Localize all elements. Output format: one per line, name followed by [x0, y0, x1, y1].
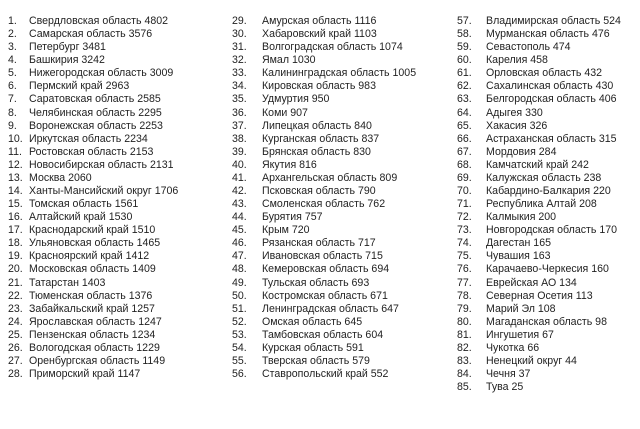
list-item: [232, 54, 454, 67]
list-item-text: Карачаево-Черкесия 160: [486, 263, 609, 276]
list-item-number: 77.: [457, 276, 472, 289]
list-item: [457, 159, 637, 172]
list-item: [8, 277, 228, 290]
list-item: [8, 198, 228, 211]
list-item: [8, 185, 228, 198]
list-item: [457, 250, 637, 263]
list-item-text: Карелия 458: [486, 54, 548, 67]
list-item: [457, 211, 637, 224]
list-item-text: Бурятия 757: [262, 211, 323, 224]
list-item-text: Ярославская область 1247: [29, 315, 162, 328]
list-item: [8, 15, 228, 28]
list-item: [457, 368, 637, 381]
list-item-number: 3.: [8, 41, 17, 54]
list-item-number: 21.: [8, 276, 23, 289]
list-item-number: 8.: [8, 106, 17, 119]
list-item-text: Саратовская область 2585: [29, 93, 161, 106]
list-item-text: Белгородская область 406: [486, 93, 617, 106]
list-item: [457, 54, 637, 67]
list-item-text: Псковская область 790: [262, 185, 376, 198]
list-item-text: Свердловская область 4802: [29, 15, 169, 27]
list-item-number: 12.: [8, 158, 23, 171]
list-item-number: 28.: [8, 368, 23, 381]
list-item: [8, 211, 228, 224]
list-item-number: 68.: [457, 158, 472, 171]
list-item-text: Нижегородская область 3009: [29, 67, 174, 80]
list-item: [232, 41, 454, 54]
list-item: [8, 120, 228, 133]
list-item-text: Марий Эл 108: [486, 302, 556, 315]
list-item: [457, 185, 637, 198]
list-item-number: 27.: [8, 355, 23, 368]
list-item-text: Красноярский край 1412: [29, 250, 150, 263]
list-item: [457, 120, 637, 133]
list-item-number: 7.: [8, 93, 17, 106]
list-item-text: Архангельская область 809: [262, 171, 398, 184]
list-item-text: Чувашия 163: [486, 250, 551, 263]
list-item-text: Хабаровский край 1103: [262, 28, 377, 41]
list-item-text: Камчатский край 242: [486, 158, 589, 171]
list-column-3: [457, 15, 637, 394]
list-item-number: 80.: [457, 315, 472, 328]
list-item: [457, 303, 637, 316]
list-item-number: 51.: [232, 302, 247, 315]
list-item: [232, 277, 454, 290]
list-item: [8, 342, 228, 355]
list-item: [232, 290, 454, 303]
list-item-number: 85.: [457, 381, 472, 394]
list-item-number: 58.: [457, 28, 472, 41]
list-item-number: 61.: [457, 67, 472, 80]
list-item-number: 22.: [8, 289, 23, 302]
list-item: [457, 93, 637, 106]
list-item-number: 42.: [232, 185, 247, 198]
list-item-number: 76.: [457, 263, 472, 276]
list-item-text: Алтайский край 1530: [29, 211, 133, 224]
list-item: [457, 342, 637, 355]
list-item-text: Забайкальский край 1257: [29, 302, 155, 315]
list-item-text: Ленинградская область 647: [262, 302, 399, 315]
list-item: [457, 316, 637, 329]
list-item: [8, 303, 228, 316]
list-item: [8, 41, 228, 54]
list-item-number: 63.: [457, 93, 472, 106]
list-item-number: 65.: [457, 119, 472, 132]
list-item: [457, 277, 637, 290]
list-item: [232, 107, 454, 120]
list-item: [8, 93, 228, 106]
list-item-number: 70.: [457, 185, 472, 198]
list-item-number: 34.: [232, 80, 247, 93]
list-item-text: Якутия 816: [262, 158, 317, 171]
list-item-text: Еврейская АО 134: [486, 276, 577, 289]
list-item: [8, 133, 228, 146]
list-item-text: Дагестан 165: [486, 237, 551, 250]
list-item: [457, 41, 637, 54]
list-item-text: Кемеровская область 694: [262, 263, 390, 276]
list-item-text: Севастополь 474: [486, 41, 571, 54]
list-item: [8, 107, 228, 120]
list-item-text: Рязанская область 717: [262, 237, 376, 250]
list-item-number: 35.: [232, 93, 247, 106]
list-item: [8, 355, 228, 368]
list-item: [232, 368, 454, 381]
list-item-number: 73.: [457, 224, 472, 237]
list-item-number: 37.: [232, 119, 247, 132]
list-item-number: 78.: [457, 289, 472, 302]
list-item-number: 5.: [8, 67, 17, 80]
list-item: [232, 159, 454, 172]
list-item-number: 82.: [457, 341, 472, 354]
list-item-number: 32.: [232, 54, 247, 67]
list-item-text: Московская область 1409: [29, 263, 156, 276]
list-item: [232, 329, 454, 342]
list-item-text: Хакасия 326: [486, 119, 548, 132]
list-item: [8, 54, 228, 67]
list-item: [457, 107, 637, 120]
list-item-text: Тюменская область 1376: [29, 289, 153, 302]
list-item-text: Тува 25: [486, 381, 524, 394]
list-item: [8, 368, 228, 381]
list-item-number: 11.: [8, 145, 22, 158]
list-item-number: 13.: [8, 171, 23, 184]
list-item-number: 47.: [232, 250, 247, 263]
list-item-text: Ивановская область 715: [262, 250, 383, 263]
list-item-text: Калмыкия 200: [486, 211, 557, 224]
list-item-number: 29.: [232, 15, 247, 27]
list-item-number: 40.: [232, 158, 247, 171]
list-item-text: Иркутская область 2234: [29, 132, 148, 145]
list-item: [457, 290, 637, 303]
list-item-number: 60.: [457, 54, 472, 67]
list-item-text: Липецкая область 840: [262, 119, 372, 132]
list-item-number: 59.: [457, 41, 472, 54]
list-item-number: 56.: [232, 368, 247, 381]
list-item: [8, 146, 228, 159]
list-item-number: 33.: [232, 67, 247, 80]
list-item-text: Ростовская область 2153: [29, 145, 154, 158]
list-item-text: Смоленская область 762: [262, 198, 386, 211]
list-item-number: 48.: [232, 263, 247, 276]
list-item: [457, 80, 637, 93]
list-item-text: Сахалинская область 430: [486, 80, 614, 93]
list-item-number: 18.: [8, 237, 23, 250]
list-item-text: Новгородская область 170: [486, 224, 618, 237]
list-item-text: Челябинская область 2295: [29, 106, 162, 119]
list-item-text: Крым 720: [262, 224, 310, 237]
list-item-text: Краснодарский край 1510: [29, 224, 156, 237]
list-item-number: 66.: [457, 132, 472, 145]
list-item-number: 45.: [232, 224, 247, 237]
list-item-number: 72.: [457, 211, 472, 224]
list-item-text: Ханты-Мансийский округ 1706: [29, 185, 179, 198]
list-item: [457, 224, 637, 237]
list-item-text: Оренбургская область 1149: [29, 355, 166, 368]
list-item-text: Ямал 1030: [262, 54, 316, 67]
list-item: [232, 342, 454, 355]
list-item-number: 16.: [8, 211, 23, 224]
list-item: [232, 172, 454, 185]
list-item-text: Адыгея 330: [486, 106, 543, 119]
list-item-text: Ненецкий округ 44: [486, 355, 577, 368]
list-item-number: 74.: [457, 237, 472, 250]
list-item: [232, 250, 454, 263]
list-item-text: Тульская область 693: [262, 276, 370, 289]
list-item: [232, 303, 454, 316]
list-item: [457, 172, 637, 185]
list-item-text: Ингушетия 67: [486, 328, 554, 341]
list-item: [232, 316, 454, 329]
list-item-text: Северная Осетия 113: [486, 289, 593, 302]
list-item-number: 17.: [8, 224, 23, 237]
list-item-text: Калининградская область 1005: [262, 67, 417, 80]
list-item-number: 14.: [8, 185, 23, 198]
list-item-number: 49.: [232, 276, 247, 289]
list-item-number: 4.: [8, 54, 17, 67]
list-item-number: 38.: [232, 132, 247, 145]
list-item-text: Воронежская область 2253: [29, 119, 163, 132]
list-item-number: 83.: [457, 355, 472, 368]
list-item: [8, 316, 228, 329]
list-item-number: 25.: [8, 328, 23, 341]
list-item-text: Магаданская область 98: [486, 315, 607, 328]
list-item: [8, 159, 228, 172]
list-item: [232, 93, 454, 106]
list-item-number: 26.: [8, 341, 23, 354]
list-item-text: Ульяновская область 1465: [29, 237, 161, 250]
list-item: [457, 237, 637, 250]
list-item-text: Брянская область 830: [262, 145, 371, 158]
list-item-number: 53.: [232, 328, 247, 341]
list-item: [8, 263, 228, 276]
list-item: [232, 15, 454, 28]
list-item-text: Татарстан 1403: [29, 276, 106, 289]
list-item-number: 79.: [457, 302, 472, 315]
list-item-number: 57.: [457, 15, 472, 27]
list-item-number: 9.: [8, 119, 17, 132]
list-item-text: Мурманская область 476: [486, 28, 610, 41]
list-item-number: 10.: [8, 132, 23, 145]
list-item: [457, 355, 637, 368]
list-item-text: Кировская область 983: [262, 80, 376, 93]
list-item-number: 52.: [232, 315, 247, 328]
list-item-number: 36.: [232, 106, 247, 119]
list-item-number: 6.: [8, 80, 17, 93]
list-item: [8, 250, 228, 263]
list-item: [232, 146, 454, 159]
list-item-number: 20.: [8, 263, 23, 276]
list-item-text: Курская область 591: [262, 341, 364, 354]
list-item: [8, 28, 228, 41]
list-item: [457, 15, 637, 28]
list-item-text: Республика Алтай 208: [486, 198, 597, 211]
list-item-text: Самарская область 3576: [29, 28, 153, 41]
list-item: [232, 237, 454, 250]
list-column-2: [232, 15, 454, 381]
list-item-text: Москва 2060: [29, 171, 92, 184]
list-item: [232, 224, 454, 237]
list-item-number: 43.: [232, 198, 247, 211]
list-item-number: 62.: [457, 80, 472, 93]
list-item-text: Чечня 37: [486, 368, 531, 381]
list-item: [457, 28, 637, 41]
list-item-number: 50.: [232, 289, 247, 302]
list-item: [8, 329, 228, 342]
list-item-number: 64.: [457, 106, 472, 119]
list-item-number: 24.: [8, 315, 23, 328]
list-item: [232, 198, 454, 211]
list-item-number: 69.: [457, 171, 472, 184]
list-item: [8, 80, 228, 93]
list-item-text: Владимирская область 524: [486, 15, 621, 27]
list-item: [232, 263, 454, 276]
list-item-text: Амурская область 1116: [262, 15, 377, 27]
list-item: [232, 67, 454, 80]
list-item-text: Астраханская область 315: [486, 132, 617, 145]
list-item: [457, 263, 637, 276]
list-item: [8, 172, 228, 185]
list-item-text: Волгоградская область 1074: [262, 41, 403, 54]
list-item-number: 41.: [232, 171, 247, 184]
list-item-text: Чукотка 66: [486, 341, 540, 354]
list-item: [232, 120, 454, 133]
list-item-number: 46.: [232, 237, 247, 250]
list-item: [232, 133, 454, 146]
list-item-text: Новосибирская область 2131: [29, 158, 174, 171]
list-item-text: Тамбовская область 604: [262, 328, 384, 341]
list-item: [457, 329, 637, 342]
list-item: [457, 133, 637, 146]
list-item-number: 19.: [8, 250, 23, 263]
list-item: [232, 28, 454, 41]
list-item-text: Тверская область 579: [262, 355, 370, 368]
list-item-text: Томская область 1561: [29, 198, 139, 211]
list-item-number: 44.: [232, 211, 247, 224]
list-item-text: Коми 907: [262, 106, 308, 119]
list-item: [8, 67, 228, 80]
list-item-number: 55.: [232, 355, 247, 368]
list-item-text: Башкирия 3242: [29, 54, 105, 67]
list-item-text: Пермский край 2963: [29, 80, 130, 93]
list-item-number: 71.: [457, 198, 472, 211]
list-item-text: Орловская область 432: [486, 67, 603, 80]
list-item-number: 30.: [232, 28, 247, 41]
list-item-number: 81.: [457, 328, 472, 341]
list-item-number: 23.: [8, 302, 23, 315]
list-item-number: 84.: [457, 368, 472, 381]
list-item-text: Курганская область 837: [262, 132, 380, 145]
list-item: [457, 381, 637, 394]
list-item: [457, 67, 637, 80]
list-item-text: Мордовия 284: [486, 145, 557, 158]
list-item-number: 39.: [232, 145, 247, 158]
list-item: [8, 237, 228, 250]
list-item-text: Вологодская область 1229: [29, 341, 160, 354]
list-item-text: Приморский край 1147: [29, 368, 141, 381]
list-item-number: 31.: [232, 41, 247, 54]
list-item-text: Удмуртия 950: [262, 93, 330, 106]
list-item: [232, 80, 454, 93]
list-item-number: 75.: [457, 250, 472, 263]
list-item-number: 2.: [8, 28, 17, 41]
list-item: [232, 211, 454, 224]
list-column-1: [8, 15, 228, 381]
list-item: [232, 185, 454, 198]
list-item-text: Петербург 3481: [29, 41, 106, 54]
list-item-number: 1.: [8, 15, 17, 27]
list-item-text: Ставропольский край 552: [262, 368, 389, 381]
list-item-text: Калужская область 238: [486, 171, 602, 184]
list-item-text: Костромская область 671: [262, 289, 388, 302]
list-item-number: 15.: [8, 198, 23, 211]
list-item-text: Пензенская область 1234: [29, 328, 156, 341]
list-item-text: Омская область 645: [262, 315, 363, 328]
list-item-number: 67.: [457, 145, 472, 158]
list-item: [8, 224, 228, 237]
list-item: [457, 146, 637, 159]
list-item: [457, 198, 637, 211]
list-item: [232, 355, 454, 368]
list-item-number: 54.: [232, 341, 247, 354]
list-item: [8, 290, 228, 303]
list-item-text: Кабардино-Балкария 220: [486, 185, 611, 198]
